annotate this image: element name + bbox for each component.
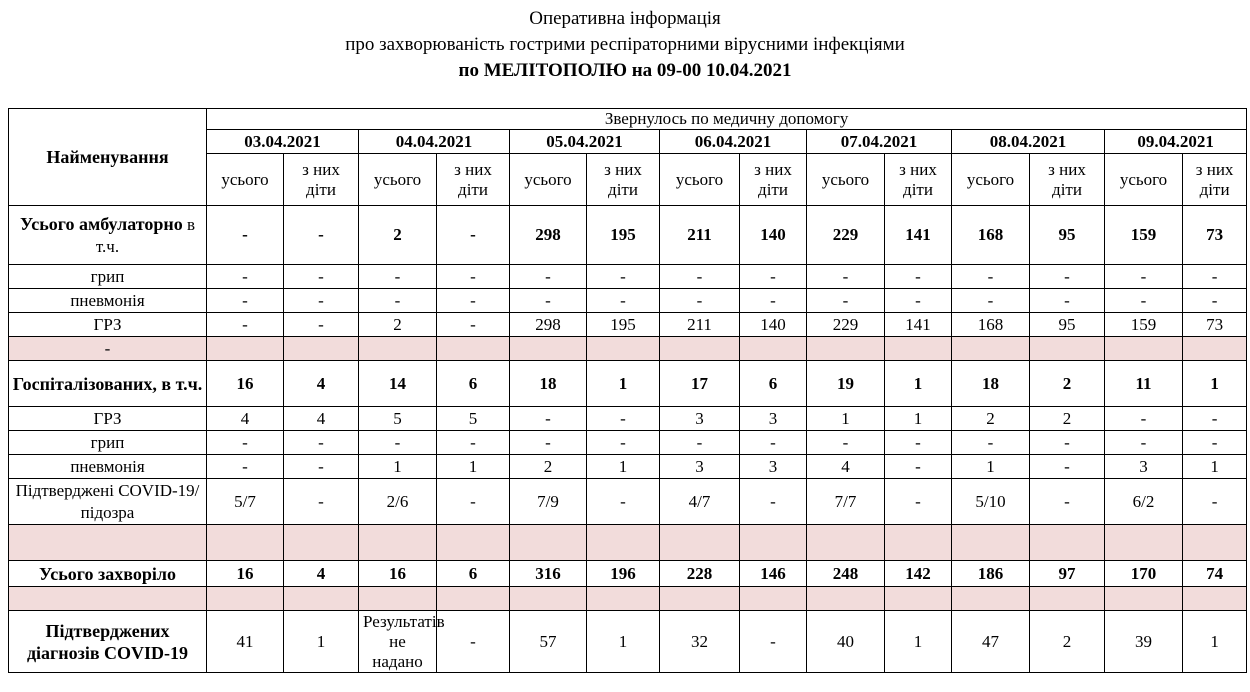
value-cell: 1 [587,455,660,479]
value-cell: 4 [284,561,359,587]
value-cell: - [437,479,510,525]
value-cell: 16 [207,561,284,587]
row-flu [9,265,1247,289]
report-table [8,108,1247,673]
header-children-line2: діти [903,179,933,199]
empty-cell [740,525,807,561]
row-separator [9,337,1247,361]
value-cell: 39 [1105,611,1183,673]
header-date: 04.04.2021 [359,130,510,154]
value-cell: - [359,431,437,455]
header-total: усього [510,154,587,206]
value-cell: - [1030,265,1105,289]
value-cell: - [437,611,510,673]
row-separator [9,525,1247,561]
value-cell: 1 [587,361,660,407]
empty-cell [1105,525,1183,561]
value-cell: 74 [1183,561,1247,587]
value-cell: 3 [660,407,740,431]
value-cell: 19 [807,361,885,407]
value-cell: 5 [437,407,510,431]
header-total: усього [952,154,1030,206]
empty-cell [952,525,1030,561]
header-date: 05.04.2021 [510,130,660,154]
value-cell: - [1105,289,1183,313]
value-cell: 1 [885,361,952,407]
value-cell: - [1105,407,1183,431]
report-title [0,6,1250,84]
header-children-line2: діти [306,179,336,199]
empty-cell [885,337,952,361]
row-label: Усього захворіло [9,561,207,587]
empty-cell [660,587,740,611]
value-cell: 146 [740,561,807,587]
empty-cell [740,337,807,361]
value-cell: - [807,431,885,455]
value-cell: 4 [207,407,284,431]
empty-cell [587,525,660,561]
header-date: 07.04.2021 [807,130,952,154]
row-ambulatory [9,206,1247,265]
empty-cell [660,525,740,561]
value-cell: - [740,265,807,289]
header-children [437,154,510,206]
value-cell: 11 [1105,361,1183,407]
header-total: усього [359,154,437,206]
value-cell: - [284,206,359,265]
value-cell: - [284,313,359,337]
value-cell: 248 [807,561,885,587]
value-cell: - [740,611,807,673]
value-cell: - [587,407,660,431]
title-line-3: по МЕЛІТОПОЛЮ на 09-00 10.04.2021 [458,60,792,81]
row-label: пневмонія [9,289,207,313]
header-children [284,154,359,206]
value-cell: 41 [207,611,284,673]
value-cell: 32 [660,611,740,673]
value-cell: 3 [740,455,807,479]
value-cell: 140 [740,313,807,337]
value-cell: - [1030,455,1105,479]
value-cell: 1 [437,455,510,479]
value-cell: 1 [1183,361,1247,407]
value-cell: - [587,265,660,289]
value-cell: 2 [1030,407,1105,431]
value-cell: - [660,265,740,289]
empty-cell [587,587,660,611]
value-cell: 57 [510,611,587,673]
row-label-empty [9,525,207,561]
value-cell: 1 [359,455,437,479]
row-hosp-pneumonia [9,455,1247,479]
row-hosp-flu [9,431,1247,455]
value-cell: - [437,265,510,289]
value-cell: - [740,431,807,455]
value-cell: - [1183,479,1247,525]
value-cell: 2 [1030,611,1105,673]
value-cell: 4 [284,361,359,407]
value-cell: - [807,289,885,313]
header-children-line2: діти [1199,179,1230,199]
value-cell: - [587,289,660,313]
empty-cell [359,587,437,611]
value-cell: 95 [1030,206,1105,265]
row-label-empty [9,587,207,611]
value-cell: - [207,206,284,265]
row-label-bold: Усього амбулаторно [19,213,183,234]
empty-cell [437,337,510,361]
value-cell: 18 [510,361,587,407]
header-name: Найменування [9,109,207,206]
row-label: грип [9,431,207,455]
value-cell: 2 [1030,361,1105,407]
header-date: 06.04.2021 [660,130,807,154]
header-children [740,154,807,206]
value-cell: - [1030,431,1105,455]
value-cell: 142 [885,561,952,587]
value-cell: 141 [885,313,952,337]
value-cell: - [1105,265,1183,289]
value-cell: 195 [587,206,660,265]
row-separator [9,587,1247,611]
header-children-line1: з них [604,159,642,179]
value-cell: 40 [807,611,885,673]
empty-cell [510,525,587,561]
empty-cell [437,587,510,611]
value-cell: 17 [660,361,740,407]
empty-cell [952,587,1030,611]
value-cell: 4 [284,407,359,431]
value-cell: 97 [1030,561,1105,587]
value-cell: 5 [359,407,437,431]
value-cell: 3 [1105,455,1183,479]
value-cell: 1 [885,611,952,673]
title-line-1: Оперативна інформація [529,8,721,29]
value-cell: 211 [660,206,740,265]
value-cell: 159 [1105,313,1183,337]
value-cell: - [660,431,740,455]
value-cell: 159 [1105,206,1183,265]
value-cell: - [1105,431,1183,455]
value-cell: - [1183,407,1247,431]
header-date: 08.04.2021 [952,130,1105,154]
value-cell: 16 [207,361,284,407]
row-label: Підтверджених діагнозів COVID-19 [9,611,207,673]
value-cell: 140 [740,206,807,265]
value-cell: 2 [359,206,437,265]
value-cell: - [952,431,1030,455]
row-total-sick [9,561,1247,587]
value-cell: - [284,265,359,289]
value-cell: 6 [437,561,510,587]
header-children [1030,154,1105,206]
row-grz [9,313,1247,337]
empty-cell [1105,337,1183,361]
value-cell: Результатів не надано [359,611,437,673]
empty-cell [510,587,587,611]
value-cell: 47 [952,611,1030,673]
empty-cell [1030,587,1105,611]
value-cell: - [807,265,885,289]
header-total: усього [807,154,885,206]
value-cell: 1 [284,611,359,673]
row-label: - [9,337,207,361]
row-pneumonia [9,289,1247,313]
value-cell: - [437,313,510,337]
value-cell: - [207,455,284,479]
empty-cell [207,525,284,561]
value-cell: - [510,431,587,455]
header-children [885,154,952,206]
empty-cell [359,337,437,361]
empty-cell [1030,337,1105,361]
row-label: Госпіталізованих, в т.ч. [9,361,207,407]
empty-cell [740,587,807,611]
value-cell: - [207,265,284,289]
header-children-line1: з них [1195,159,1234,179]
value-cell: 141 [885,206,952,265]
row-confirmed [9,611,1247,673]
empty-cell [1183,587,1247,611]
header-children-line2: діти [458,179,488,199]
value-cell: - [952,265,1030,289]
row-hosp-covid [9,479,1247,525]
value-cell: - [885,431,952,455]
empty-cell [284,525,359,561]
value-cell: 14 [359,361,437,407]
value-cell: - [207,431,284,455]
value-cell: 18 [952,361,1030,407]
value-cell: - [284,479,359,525]
value-cell: 1 [1183,611,1247,673]
value-cell: 7/9 [510,479,587,525]
value-cell: - [510,265,587,289]
empty-cell [587,337,660,361]
header-children-line1: з них [302,159,340,179]
value-cell: 6 [437,361,510,407]
header-children-line1: з них [454,159,492,179]
value-cell: - [437,206,510,265]
header-children-line2: діти [758,179,788,199]
value-cell: 95 [1030,313,1105,337]
empty-cell [1183,337,1247,361]
value-cell: - [1183,289,1247,313]
header-total: усього [660,154,740,206]
value-cell: 1 [1183,455,1247,479]
value-cell: 2 [510,455,587,479]
empty-cell [437,525,510,561]
header-children-line1: з них [899,159,937,179]
row-label: ГРЗ [9,313,207,337]
value-cell: - [885,479,952,525]
value-cell: - [885,455,952,479]
value-cell: 228 [660,561,740,587]
value-cell: 3 [660,455,740,479]
header-children [1183,154,1247,206]
value-cell: 5/7 [207,479,284,525]
empty-cell [807,587,885,611]
value-cell: - [740,479,807,525]
row-label: пневмонія [9,455,207,479]
value-cell: 170 [1105,561,1183,587]
empty-cell [807,337,885,361]
empty-cell [284,587,359,611]
row-label-suffix: в т.ч. [95,214,196,256]
value-cell: 229 [807,313,885,337]
value-cell: - [284,289,359,313]
value-cell: - [437,431,510,455]
row-hospitalized [9,361,1247,407]
row-label: грип [9,265,207,289]
value-cell: 6/2 [1105,479,1183,525]
header-children-line1: з них [754,159,792,179]
row-label [9,206,207,265]
title-line-2: про захворюваність гострими респіраторними вірусними інфекціями [345,34,905,55]
empty-cell [952,337,1030,361]
value-cell: 7/7 [807,479,885,525]
value-cell: 4 [807,455,885,479]
empty-cell [807,525,885,561]
value-cell: - [207,289,284,313]
value-cell: 168 [952,206,1030,265]
header-total: усього [207,154,284,206]
value-cell: - [1030,479,1105,525]
value-cell: - [587,479,660,525]
empty-cell [1183,525,1247,561]
value-cell: 5/10 [952,479,1030,525]
value-cell: - [587,431,660,455]
value-cell: 186 [952,561,1030,587]
value-cell: 1 [587,611,660,673]
empty-cell [660,337,740,361]
value-cell: 298 [510,206,587,265]
empty-cell [1105,587,1183,611]
row-label: ГРЗ [9,407,207,431]
value-cell: - [437,289,510,313]
header-children-line2: діти [1052,179,1082,199]
value-cell: 316 [510,561,587,587]
empty-cell [510,337,587,361]
value-cell: - [510,289,587,313]
header-children [587,154,660,206]
value-cell: - [885,265,952,289]
value-cell: - [510,407,587,431]
value-cell: 3 [740,407,807,431]
value-cell: 1 [807,407,885,431]
value-cell: 196 [587,561,660,587]
value-cell: 229 [807,206,885,265]
header-date: 09.04.2021 [1105,130,1247,154]
empty-cell [284,337,359,361]
empty-cell [207,587,284,611]
empty-cell [359,525,437,561]
value-cell: 6 [740,361,807,407]
row-label: Підтверджені COVID-19/підозра [9,479,207,525]
value-cell: - [359,265,437,289]
value-cell: - [952,289,1030,313]
value-cell: 1 [952,455,1030,479]
empty-cell [1030,525,1105,561]
value-cell: - [740,289,807,313]
value-cell: 2 [359,313,437,337]
empty-cell [885,587,952,611]
value-cell: 168 [952,313,1030,337]
value-cell: 73 [1183,206,1247,265]
value-cell: - [1183,431,1247,455]
value-cell: - [207,313,284,337]
value-cell: - [885,289,952,313]
value-cell: - [660,289,740,313]
value-cell: - [1183,265,1247,289]
header-total: усього [1105,154,1183,206]
value-cell: 73 [1183,313,1247,337]
value-cell: 2 [952,407,1030,431]
value-cell: 211 [660,313,740,337]
header-date: 03.04.2021 [207,130,359,154]
value-cell: - [284,431,359,455]
value-cell: 16 [359,561,437,587]
empty-cell [885,525,952,561]
empty-cell [207,337,284,361]
value-cell: 195 [587,313,660,337]
header-children-line1: з них [1048,159,1086,179]
value-cell: 4/7 [660,479,740,525]
value-cell: - [284,455,359,479]
row-hosp-grz [9,407,1247,431]
value-cell: - [359,289,437,313]
header-children-line2: діти [608,179,638,199]
value-cell: 1 [885,407,952,431]
value-cell: - [1030,289,1105,313]
value-cell: 2/6 [359,479,437,525]
value-cell: 298 [510,313,587,337]
header-group: Звернулось по медичну допомогу [207,109,1247,130]
